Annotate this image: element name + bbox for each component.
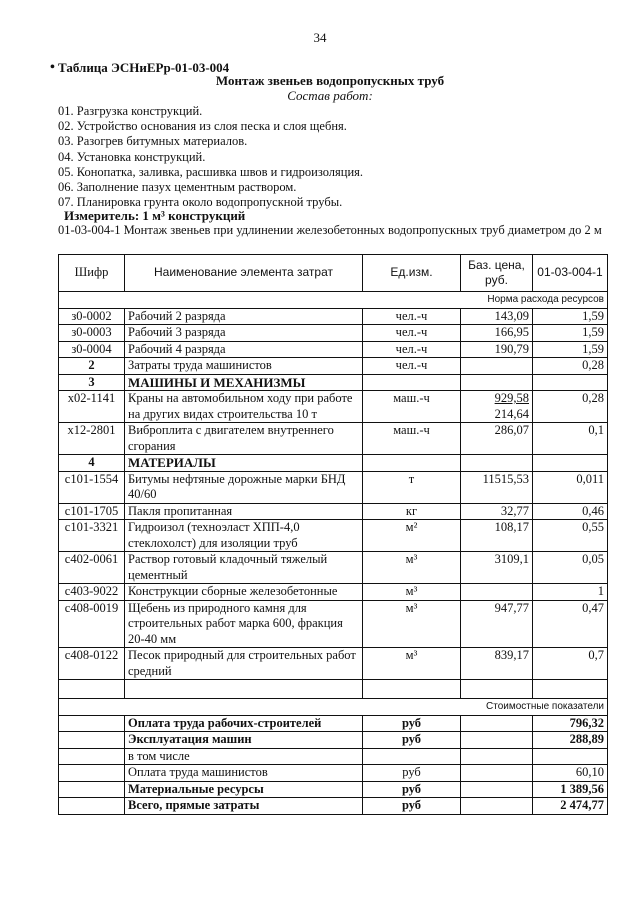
table-row <box>59 308 608 325</box>
works-list <box>58 104 363 210</box>
summary-row <box>59 732 608 749</box>
cell-unit: чел.-ч <box>363 341 461 358</box>
summary-unit: руб <box>363 715 461 732</box>
table-row <box>59 520 608 552</box>
cell-code: с101-3321 <box>59 520 125 552</box>
cell-price: 286,07 <box>461 423 533 455</box>
col-unit: Ед.изм. <box>363 255 461 292</box>
cell-norm: 0,7 <box>533 648 608 680</box>
cell-name: Рабочий 4 разряда <box>125 341 363 358</box>
cell-norm: 1 <box>533 584 608 601</box>
work-item: 07. Планировка грунта около водопропускной трубы. <box>58 195 343 210</box>
cell-norm: 0,05 <box>533 552 608 584</box>
norm-banner: Норма расхода ресурсов <box>59 292 608 309</box>
cell-name: Виброплита с двигателем внутреннего сгорания <box>125 423 363 455</box>
table-row <box>59 503 608 520</box>
cell-unit: м³ <box>363 552 461 584</box>
margin-mark: • <box>50 60 55 75</box>
cell-norm: 0,28 <box>533 358 608 375</box>
cell-price: 190,79 <box>461 341 533 358</box>
table-title: Таблица ЭСНиЕРр-01-03-004 <box>58 60 230 75</box>
section-heading: Монтаж звеньев водопропускных труб <box>215 73 445 88</box>
cell-unit: м³ <box>363 648 461 680</box>
cell-norm: 0,46 <box>533 503 608 520</box>
cell-name: Затраты труда машинистов <box>125 358 363 375</box>
cell-unit: маш.-ч <box>363 423 461 455</box>
cell-price: 947,77 <box>461 600 533 648</box>
cell-unit: т <box>363 471 461 503</box>
cell-price: 11515,53 <box>461 471 533 503</box>
cost-banner: Стоимостные показатели <box>59 699 608 716</box>
cell-name: Рабочий 3 разряда <box>125 325 363 342</box>
summary-value: 60,10 <box>533 765 608 782</box>
summary-value: 288,89 <box>533 732 608 749</box>
cell-price <box>461 391 533 423</box>
summary-label: Оплата труда рабочих-строителей <box>125 715 363 732</box>
cell-code: х12-2801 <box>59 423 125 455</box>
summary-value: 2 474,77 <box>533 798 608 815</box>
cell-code: с402-0061 <box>59 552 125 584</box>
table-row <box>59 341 608 358</box>
summary-unit: руб <box>363 798 461 815</box>
cell-price: 143,09 <box>461 308 533 325</box>
cell-price: 3109,1 <box>461 552 533 584</box>
summary-row <box>59 798 608 815</box>
col-code: Шифр <box>59 255 125 292</box>
cell-norm: 0,55 <box>533 520 608 552</box>
price-value: 929,58 <box>494 391 529 405</box>
cell-price <box>461 358 533 375</box>
cell-code: 2 <box>59 358 125 375</box>
group-row <box>59 455 608 472</box>
cell-name: Раствор готовый кладочный тяжелый цементный <box>125 552 363 584</box>
cell-name: Гидроизол (техноэласт ХПП-4,0 стеклохолст) для изоляции труб <box>125 520 363 552</box>
resource-table <box>58 254 608 815</box>
cell-code: с403-9022 <box>59 584 125 601</box>
cell-norm: 0,47 <box>533 600 608 648</box>
col-norm: 01-03-004-1 <box>533 255 608 292</box>
group-name: МАТЕРИАЛЫ <box>125 455 363 472</box>
summary-value: 1 389,56 <box>533 781 608 798</box>
cell-price: 108,17 <box>461 520 533 552</box>
table-row <box>59 358 608 375</box>
summary-label: Оплата труда машинистов <box>125 765 363 782</box>
measurer: Измеритель: 1 м³ конструкций <box>64 208 246 223</box>
cell-code: х02-1141 <box>59 391 125 423</box>
cell-norm: 1,59 <box>533 341 608 358</box>
section-subheading: Состав работ: <box>287 88 373 103</box>
col-price: Баз. цена, руб. <box>461 255 533 292</box>
cell-norm: 0,011 <box>533 471 608 503</box>
summary-unit <box>363 748 461 765</box>
summary-label: в том числе <box>125 748 363 765</box>
table-row <box>59 325 608 342</box>
group-name: МАШИНЫ И МЕХАНИЗМЫ <box>125 374 363 391</box>
cell-norm: 0,1 <box>533 423 608 455</box>
work-item: 01. Разгрузка конструкций. <box>58 104 203 118</box>
table-row <box>59 648 608 680</box>
cell-name: Битумы нефтяные дорожные марки БНД 40/60 <box>125 471 363 503</box>
summary-row <box>59 765 608 782</box>
cell-name: Пакля пропитанная <box>125 503 363 520</box>
summary-unit: руб <box>363 732 461 749</box>
cell-unit: чел.-ч <box>363 325 461 342</box>
price-value-secondary: 214,64 <box>494 406 529 421</box>
work-item: 02. Устройство основания из слоя песка и слоя щебня. <box>58 119 347 134</box>
cell-code: з0-0002 <box>59 308 125 325</box>
cell-unit: м³ <box>363 600 461 648</box>
cell-unit: м³ <box>363 584 461 601</box>
cell-unit: чел.-ч <box>363 308 461 325</box>
cell-price: 839,17 <box>461 648 533 680</box>
cell-name: Конструкции сборные железобетонные <box>125 584 363 601</box>
cell-unit: чел.-ч <box>363 358 461 375</box>
work-item: 03. Разогрев битумных материалов. <box>58 134 248 149</box>
table-row <box>59 391 608 423</box>
table-row <box>59 423 608 455</box>
cell-code: с408-0122 <box>59 648 125 680</box>
cell-code: с408-0019 <box>59 600 125 648</box>
cell-code: с101-1554 <box>59 471 125 503</box>
cell-unit: кг <box>363 503 461 520</box>
work-item: 05. Конопатка, заливка, расшивка швов и гидроизоляция. <box>58 164 364 179</box>
summary-unit: руб <box>363 765 461 782</box>
cell-price: 166,95 <box>461 325 533 342</box>
summary-row <box>59 781 608 798</box>
summary-unit: руб <box>363 781 461 798</box>
table-row <box>59 552 608 584</box>
table-row <box>59 584 608 601</box>
work-item: 04. Установка конструкций. <box>58 149 206 164</box>
cell-unit: маш.-ч <box>363 391 461 423</box>
summary-row <box>59 748 608 765</box>
summary-row <box>59 715 608 732</box>
cell-norm: 1,59 <box>533 308 608 325</box>
cell-name: Рабочий 2 разряда <box>125 308 363 325</box>
cell-name: Песок природный для строительных работ средний <box>125 648 363 680</box>
cell-name: Краны на автомобильном ходу при работе на других видах строительства 10 т <box>125 391 363 423</box>
cell-code: с101-1705 <box>59 503 125 520</box>
summary-label: Эксплуатация машин <box>125 732 363 749</box>
summary-value: 796,32 <box>533 715 608 732</box>
table-header <box>59 255 608 292</box>
cell-code: з0-0003 <box>59 325 125 342</box>
table-row <box>59 600 608 648</box>
table-caption: 01-03-004-1 Монтаж звеньев при удлинении железобетонных водопропускных труб диаметром до 2 м <box>58 223 602 237</box>
cell-code: з0-0004 <box>59 341 125 358</box>
cell-price: 32,77 <box>461 503 533 520</box>
cell-price <box>461 584 533 601</box>
cell-norm: 0,28 <box>533 391 608 423</box>
group-code: 3 <box>59 374 125 391</box>
cell-norm: 1,59 <box>533 325 608 342</box>
group-row <box>59 374 608 391</box>
summary-label: Всего, прямые затраты <box>125 798 363 815</box>
work-item: 06. Заполнение пазух цементным раствором. <box>58 179 297 194</box>
group-code: 4 <box>59 455 125 472</box>
page-number: 34 <box>313 30 327 45</box>
cell-name: Щебень из природного камня для строительных работ марка 600, фракция 20-40 мм <box>125 600 363 648</box>
col-name: Наименование элемента затрат <box>125 255 363 292</box>
cell-unit: м² <box>363 520 461 552</box>
table-row <box>59 471 608 503</box>
summary-value <box>533 748 608 765</box>
summary-label: Материальные ресурсы <box>125 781 363 798</box>
